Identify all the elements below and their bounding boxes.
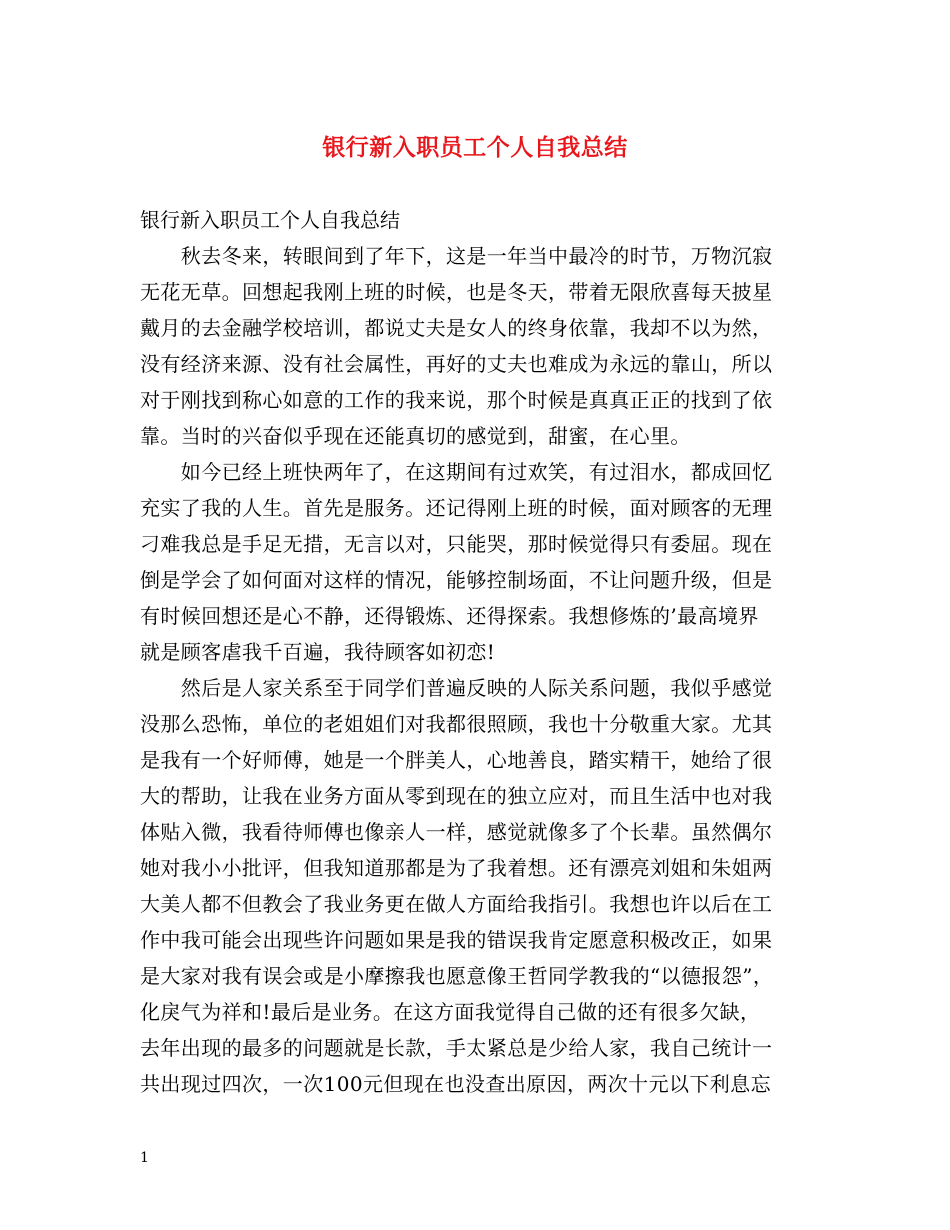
body-line: 无花无草。回想起我刚上班的时候，也是冬天，带着无限欣喜每天披星 (140, 280, 773, 304)
body-line: 然后是人家关系至于同学们普遍反映的人际关系问题，我似乎感觉 (140, 676, 773, 700)
body-line: 就是顾客虐我千百遍，我待顾客如初恋! (140, 640, 496, 664)
body-line: 刁难我总是手足无措，无言以对，只能哭，那时候觉得只有委屈。现在 (140, 532, 773, 556)
document-subtitle: 银行新入职员工个人自我总结 (140, 208, 400, 232)
body-line: 没那么恐怖，单位的老姐姐们对我都很照顾，我也十分敬重大家。尤其 (140, 712, 773, 736)
body-line: 体贴入微，我看待师傅也像亲人一样，感觉就像多了个长辈。虽然偶尔 (140, 820, 773, 844)
body-line: 是我有一个好师傅，她是一个胖美人，心地善良，踏实精干，她给了很 (140, 748, 773, 772)
body-line: 是大家对我有误会或是小摩擦我也愿意像王哲同学教我的“以德报怨”， (140, 964, 774, 988)
body-line: 如今已经上班快两年了，在这期间有过欢笑，有过泪水，都成回忆 (140, 460, 773, 484)
body-line: 没有经济来源、没有社会属性，再好的丈夫也难成为永远的靠山，所以 (140, 352, 773, 376)
body-line: 对于刚找到称心如意的工作的我来说，那个时候是真真正正的找到了依 (140, 388, 773, 412)
body-line: 有时候回想还是心不静，还得锻炼、还得探索。我想修炼的’最高境界 (140, 604, 759, 628)
body-line: 化戾气为祥和!最后是业务。在这方面我觉得自己做的还有很多欠缺， (140, 1000, 761, 1024)
document-title: 银行新入职员工个人自我总结 (322, 134, 628, 161)
body-line: 倒是学会了如何面对这样的情况，能够控制场面，不让问题升级，但是 (140, 568, 773, 592)
body-line: 戴月的去金融学校培训，都说丈夫是女人的终身依靠，我却不以为然， (140, 316, 773, 340)
body-line: 大美人都不但教会了我业务更在做人方面给我指引。我想也许以后在工 (140, 892, 773, 916)
body-line: 秋去冬来，转眼间到了年下，这是一年当中最冷的时节，万物沉寂 (140, 244, 773, 268)
body-line: 作中我可能会出现些许问题如果是我的错误我肯定愿意积极改正，如果 (140, 928, 773, 952)
body-line: 大的帮助，让我在业务方面从零到现在的独立应对，而且生活中也对我 (140, 784, 773, 808)
body-line: 靠。当时的兴奋似乎现在还能真切的感觉到，甜蜜，在心里。 (140, 424, 691, 448)
body-line: 她对我小小批评，但我知道那都是为了我着想。还有漂亮刘姐和朱姐两 (140, 856, 773, 880)
body-line: 共出现过四次，一次100元但现在也没查出原因，两次十元以下利息忘 (140, 1072, 771, 1096)
page-number: 1 (140, 1150, 149, 1166)
body-line: 去年出现的最多的问题就是长款，手太紧总是少给人家，我自己统计一 (140, 1036, 773, 1060)
body-line: 充实了我的人生。首先是服务。还记得刚上班的时候，面对顾客的无理 (140, 496, 773, 520)
